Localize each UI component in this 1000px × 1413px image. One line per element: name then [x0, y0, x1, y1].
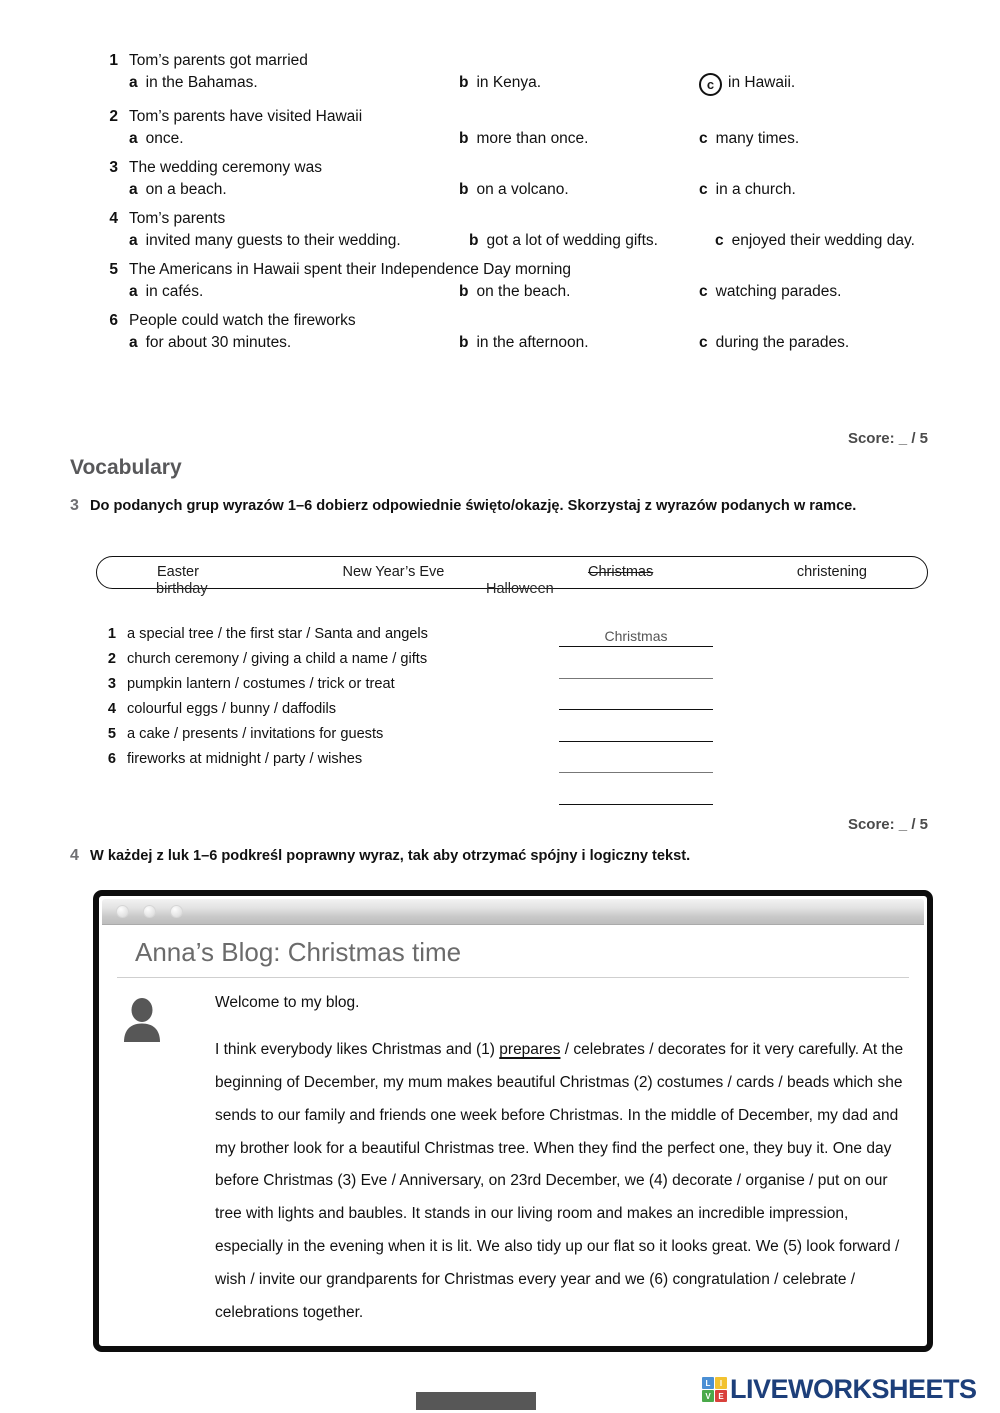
question-number: 1 — [109, 52, 118, 69]
blog-paragraph — [215, 1034, 907, 1330]
matching-list — [96, 626, 566, 776]
option-letter: c — [699, 130, 708, 147]
matching-row-text: a special tree / the first star / Santa and angels — [127, 626, 428, 642]
option-letter: a — [129, 74, 138, 91]
browser-titlebar — [102, 899, 924, 925]
window-dot-close-icon[interactable] — [116, 905, 129, 918]
question-options — [129, 181, 956, 199]
question-stem — [96, 159, 956, 177]
matching-row — [96, 676, 566, 692]
task-3-number: 3 — [70, 497, 79, 514]
option-text: in the afternoon. — [476, 334, 589, 351]
matching-row-number: 3 — [107, 676, 116, 692]
option-text: in a church. — [715, 181, 796, 198]
task-4-number: 4 — [70, 847, 79, 864]
option-text: many times. — [715, 130, 800, 147]
option-text: invited many guests to their wedding. — [145, 232, 401, 249]
question-stem — [96, 52, 956, 70]
matching-row — [96, 726, 566, 742]
option-letter: a — [129, 283, 138, 300]
matching-row-number: 6 — [107, 751, 116, 767]
task-4-instruction — [70, 847, 930, 866]
word-bank-item[interactable]: New Year’s Eve — [342, 564, 445, 580]
live-logo-cell: L — [702, 1377, 714, 1389]
matching-row-number: 4 — [107, 701, 116, 717]
question-stem-text: Tom’s parents got married — [129, 52, 308, 69]
option-letter: b — [469, 232, 479, 249]
option-text: watching parades. — [715, 283, 842, 300]
question-number: 4 — [109, 210, 118, 227]
word-bank-row-1 — [97, 557, 927, 580]
word-bank-item[interactable]: Easter — [157, 564, 199, 580]
question-options — [129, 130, 956, 148]
live-logo-cell: V — [702, 1390, 714, 1402]
option-letter: c — [699, 283, 708, 300]
live-logo-cell: E — [715, 1390, 727, 1402]
matching-row — [96, 751, 566, 767]
word-bank-item[interactable]: Halloween — [486, 581, 554, 597]
answer-filled-value[interactable]: Christmas — [604, 628, 668, 644]
blog-text-segment: / celebrates / decorates for it very carefully. At the beginning of December, my mum makes beautiful Christmas (2) costumes / cards / beads which she sends to our family and friends one week before Christmas. In the middle of December, my dad and my brother look for a beautiful Christmas tree. When they find the perfect one, they buy it. One day before Christmas (3) Eve / Anniversary, on 23rd December, we (4) decorate / organise / put on our tree with lights and baubles. It stands in our living room and makes an incredible impression, especially in the evening when it is lit. We also tidy up our flat so it looks great. We (5) look forward / wish / invite our grandparents for Christmas every year and we (6) congratulation / celebrate / celebrations together. — [215, 1041, 904, 1321]
option-text: on a beach. — [145, 181, 227, 198]
matching-row-number: 1 — [107, 626, 116, 642]
question-stem-text: Tom’s parents have visited Hawaii — [129, 108, 363, 125]
option-letter: a — [129, 130, 138, 147]
matching-row — [96, 701, 566, 717]
option-a[interactable] — [129, 334, 459, 352]
option-b[interactable] — [459, 130, 699, 148]
option-letter: c — [699, 181, 708, 198]
answer-blank-line[interactable] — [559, 646, 713, 647]
option-a[interactable] — [129, 181, 459, 199]
liveworksheets-logo — [702, 1374, 977, 1405]
question-stem-text: Tom’s parents — [129, 210, 226, 227]
option-text: during the parades. — [715, 334, 850, 351]
option-letter: c — [715, 232, 724, 249]
option-c[interactable] — [699, 181, 939, 199]
option-c[interactable] — [699, 74, 939, 97]
question-number: 3 — [109, 159, 118, 176]
question-number: 6 — [109, 312, 118, 329]
question-stem-text: The Americans in Hawaii spent their Independence Day morning — [129, 261, 571, 278]
matching-row-number: 5 — [107, 726, 116, 742]
matching-row-text: fireworks at midnight / party / wishes — [127, 751, 363, 767]
option-letter: b — [459, 334, 469, 351]
option-text: on the beach. — [476, 283, 571, 300]
answer-blank-line[interactable] — [559, 772, 713, 773]
question-stem — [96, 210, 956, 228]
window-dot-minimize-icon[interactable] — [143, 905, 156, 918]
option-c[interactable] — [699, 283, 939, 301]
matching-row-number: 2 — [107, 651, 116, 667]
blog-welcome-line: Welcome to my blog. — [215, 994, 360, 1011]
blog-browser-window — [93, 890, 933, 1352]
user-avatar-icon — [119, 996, 165, 1042]
option-b[interactable] — [459, 74, 699, 97]
question-stem — [96, 312, 956, 330]
reading-score: Score: _ / 5 — [847, 430, 928, 447]
question-options — [129, 283, 956, 301]
question-number: 5 — [109, 261, 118, 278]
option-letter: a — [129, 181, 138, 198]
reading-questions-block — [96, 52, 956, 363]
underlined-answer[interactable]: prepares — [499, 1041, 561, 1058]
question-options — [129, 334, 956, 352]
option-b[interactable] — [459, 181, 699, 199]
reading-question — [96, 210, 956, 250]
option-text: on a volcano. — [476, 181, 569, 198]
option-c[interactable] — [699, 130, 939, 148]
matching-row-text: colourful eggs / bunny / daffodils — [127, 701, 337, 717]
option-b[interactable] — [459, 334, 699, 352]
reading-question — [96, 312, 956, 352]
task-3-instruction — [70, 497, 870, 516]
option-text: once. — [145, 130, 184, 147]
option-letter-circled: c — [699, 73, 722, 96]
answer-blank-line[interactable] — [559, 804, 713, 805]
blog-text-segment: I think everybody likes Christmas and (1) — [215, 1041, 500, 1058]
question-stem — [96, 261, 956, 279]
answer-blank-line[interactable] — [559, 741, 713, 742]
question-options — [129, 232, 956, 250]
option-a[interactable] — [129, 74, 459, 97]
footer-progress-bar — [416, 1392, 536, 1410]
option-c[interactable] — [715, 232, 955, 250]
answer-blank-line[interactable] — [559, 678, 713, 679]
option-letter: b — [459, 74, 469, 91]
blog-title: Anna’s Blog: Christmas time — [117, 925, 909, 978]
option-a[interactable] — [129, 130, 459, 148]
window-dot-maximize-icon[interactable] — [170, 905, 183, 918]
matching-row — [96, 651, 566, 667]
question-stem-text: The wedding ceremony was — [129, 159, 322, 176]
option-text: for about 30 minutes. — [145, 334, 292, 351]
live-logo-icon — [702, 1377, 727, 1402]
option-b[interactable] — [459, 283, 699, 301]
option-a[interactable] — [129, 232, 469, 250]
word-bank-item[interactable]: birthday — [156, 581, 208, 597]
option-text: got a lot of wedding gifts. — [486, 232, 658, 249]
section-heading-vocabulary: Vocabulary — [70, 456, 182, 479]
matching-row-text: a cake / presents / invitations for guests — [127, 726, 384, 742]
option-letter: a — [129, 232, 138, 249]
matching-row-text: church ceremony / giving a child a name / gifts — [127, 651, 428, 667]
liveworksheets-wordmark: LIVEWORKSHEETS — [730, 1374, 977, 1404]
reading-question — [96, 261, 956, 301]
question-stem — [96, 108, 956, 126]
answer-blank-line[interactable] — [559, 709, 713, 710]
word-bank-item[interactable]: christening — [796, 564, 867, 580]
option-letter: b — [459, 283, 469, 300]
option-b[interactable] — [469, 232, 715, 250]
reading-question — [96, 108, 956, 148]
task-3-score: Score: _ / 5 — [847, 816, 928, 833]
blog-text-column — [215, 994, 907, 1330]
live-logo-cell: I — [715, 1377, 727, 1389]
option-a[interactable] — [129, 283, 459, 301]
option-text: more than once. — [476, 130, 589, 147]
option-text: enjoyed their wedding day. — [731, 232, 915, 249]
reading-question — [96, 159, 956, 199]
option-text: in the Bahamas. — [145, 74, 258, 91]
task-4-text: W każdej z luk 1–6 podkreśl poprawny wyraz, tak aby otrzymać spójny i logiczny tekst. — [90, 848, 691, 864]
matching-row-text: pumpkin lantern / costumes / trick or treat — [127, 676, 395, 692]
option-text: in Hawaii. — [728, 74, 796, 91]
option-letter: a — [129, 334, 138, 351]
question-number: 2 — [109, 108, 118, 125]
question-options — [129, 74, 956, 97]
option-letter: c — [699, 334, 708, 351]
word-bank-item[interactable]: Christmas — [587, 564, 654, 580]
option-text: in cafés. — [145, 283, 204, 300]
question-stem-text: People could watch the fireworks — [129, 312, 356, 329]
task-3-text: Do podanych grup wyrazów 1–6 dobierz odpowiednie święto/okazję. Skorzystaj z wyrazów podanych w ramce. — [90, 498, 857, 514]
option-c[interactable] — [699, 334, 939, 352]
option-letter: b — [459, 181, 469, 198]
option-text: in Kenya. — [476, 74, 542, 91]
matching-row — [96, 626, 566, 642]
option-letter: b — [459, 130, 469, 147]
blog-body — [99, 978, 927, 1340]
reading-question — [96, 52, 956, 97]
